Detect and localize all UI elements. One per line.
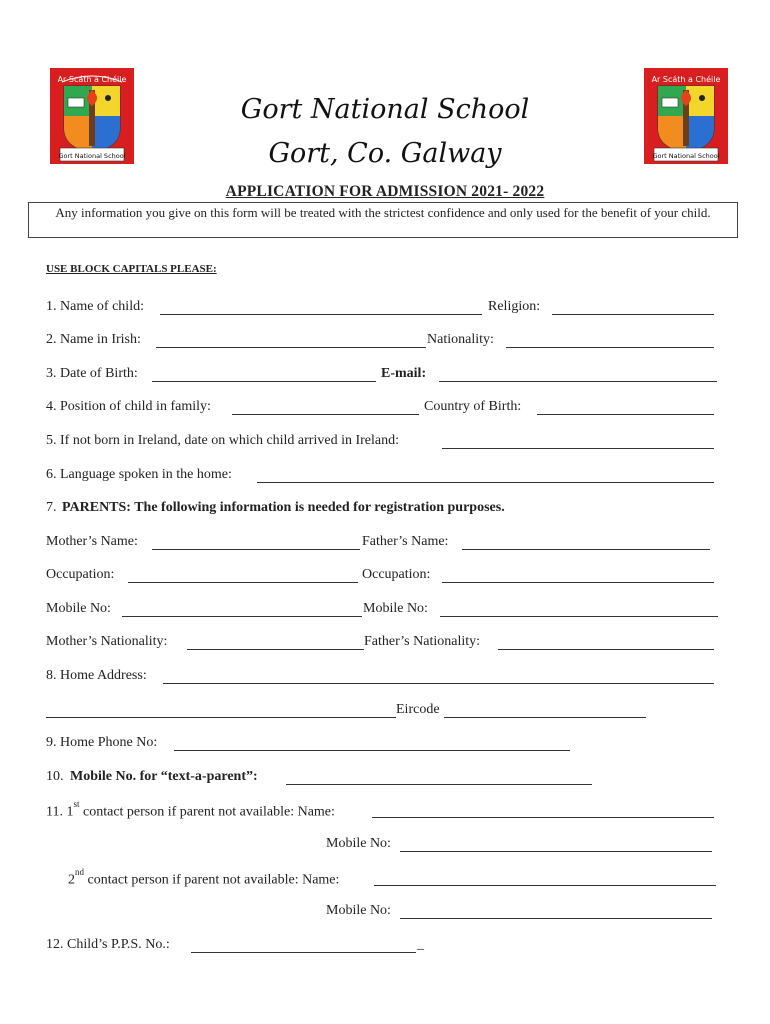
label-contact2: [68, 867, 340, 889]
home-address-line-2-field[interactable]: [46, 717, 396, 718]
home-phone-field[interactable]: [174, 750, 570, 751]
row-name-religion: [46, 299, 726, 319]
text-a-parent-number: 10.: [46, 769, 64, 784]
label-name-in-irish: 2. Name in Irish:: [46, 332, 141, 347]
label-name-of-child: 1. Name of child:: [46, 299, 144, 314]
school-crest-logo-right: [644, 68, 728, 164]
row-contact2-mobile: [46, 903, 726, 923]
contact2-text: contact person if parent not available: Name:: [84, 872, 340, 888]
logo-motto: Ar Scáth a Chéile: [57, 75, 127, 84]
contact1-name-field[interactable]: [372, 817, 714, 818]
contact1-text: contact person if parent not available: Name:: [79, 804, 335, 820]
label-country-of-birth: Country of Birth:: [424, 399, 522, 414]
country-of-birth-field[interactable]: [537, 414, 714, 415]
logo-motto: Ar Scáth a Chéile: [651, 75, 721, 84]
row-position-country: [46, 399, 726, 419]
row-home-phone: [46, 735, 726, 755]
row-arrival-date: [46, 433, 726, 453]
school-title: [180, 88, 590, 176]
label-home-address: 8. Home Address:: [46, 668, 147, 683]
label-pps-number: 12. Child’s P.P.S. No.:: [46, 937, 170, 952]
row-parent-names: [46, 534, 726, 554]
school-name: Gort National School: [240, 94, 530, 125]
parents-section-number: 7.: [46, 500, 57, 515]
school-crest-logo-left: [50, 68, 134, 164]
mother-mobile-field[interactable]: [122, 616, 362, 617]
name-in-irish-field[interactable]: [156, 347, 426, 348]
block-capitals-instruction: USE BLOCK CAPITALS PLEASE:: [46, 263, 217, 275]
row-parent-nationalities: [46, 634, 726, 654]
contact2-superscript: nd: [75, 867, 84, 877]
row-contact1-name: [46, 799, 726, 822]
row-dob-email: [46, 366, 726, 386]
eircode-field[interactable]: [444, 717, 646, 718]
label-mothers-nationality: Mother’s Nationality:: [46, 634, 168, 649]
row-pps: [46, 937, 726, 957]
row-language: [46, 467, 726, 487]
contact1-mobile-field[interactable]: [400, 851, 712, 852]
home-address-field[interactable]: [163, 683, 714, 684]
label-date-of-birth: 3. Date of Birth:: [46, 366, 138, 381]
nationality-field[interactable]: [506, 347, 714, 348]
position-in-family-field[interactable]: [232, 414, 419, 415]
label-position-in-family: 4. Position of child in family:: [46, 399, 211, 414]
row-occupations: [46, 567, 726, 587]
label-fathers-name: Father’s Name:: [362, 534, 449, 549]
fathers-nationality-field[interactable]: [498, 649, 714, 650]
label-arrival-date: 5. If not born in Ireland, date on which child arrived in Ireland:: [46, 433, 399, 448]
religion-field[interactable]: [552, 314, 714, 315]
label-contact1: [46, 799, 335, 821]
form-title: APPLICATION FOR ADMISSION 2021- 2022: [225, 183, 545, 200]
label-fathers-nationality: Father’s Nationality:: [364, 634, 480, 649]
text-a-parent-field[interactable]: [286, 784, 592, 785]
label-religion: Religion:: [488, 299, 541, 314]
label-contact2-mobile: Mobile No:: [326, 903, 391, 918]
row-home-address: [46, 668, 726, 688]
logo-name: Gort National School: [652, 152, 720, 160]
label-contact1-mobile: Mobile No:: [326, 836, 391, 851]
contact2-name-field[interactable]: [374, 885, 716, 886]
row-contact1-mobile: [46, 836, 726, 856]
row-parent-mobiles: [46, 601, 726, 621]
label-nationality: Nationality:: [427, 332, 494, 347]
pps-trailing-underscore: _: [417, 937, 424, 952]
parents-section-heading: PARENTS: The following information is needed for registration purposes.: [62, 500, 505, 515]
fathers-name-field[interactable]: [462, 549, 710, 550]
mothers-name-field[interactable]: [152, 549, 360, 550]
language-field[interactable]: [257, 482, 714, 483]
father-occupation-field[interactable]: [442, 582, 714, 583]
confidentiality-notice: Any information you give on this form will be treated with the strictest confidence and only used for the benefit of your child.: [28, 202, 738, 238]
label-text-a-parent: Mobile No. for “text-a-parent”:: [70, 769, 258, 784]
contact1-number: 11. 1: [46, 804, 74, 820]
label-eircode: Eircode: [396, 702, 440, 717]
label-mother-mobile: Mobile No:: [46, 601, 111, 616]
arrival-date-field[interactable]: [442, 448, 714, 449]
contact2-number: 2: [68, 872, 75, 888]
date-of-birth-field[interactable]: [152, 381, 376, 382]
contact1-superscript: st: [73, 799, 80, 809]
row-parents-heading: [46, 500, 726, 520]
label-mothers-name: Mother’s Name:: [46, 534, 138, 549]
row-text-a-parent: [46, 769, 726, 789]
row-address-eircode: [46, 702, 726, 722]
contact2-mobile-field[interactable]: [400, 918, 712, 919]
email-field[interactable]: [439, 381, 717, 382]
label-father-mobile: Mobile No:: [363, 601, 428, 616]
mother-occupation-field[interactable]: [128, 582, 358, 583]
label-language: 6. Language spoken in the home:: [46, 467, 232, 482]
label-mother-occupation: Occupation:: [46, 567, 115, 582]
label-father-occupation: Occupation:: [362, 567, 431, 582]
label-email: E-mail:: [381, 366, 427, 381]
father-mobile-field[interactable]: [440, 616, 718, 617]
pps-number-field[interactable]: [191, 952, 416, 953]
school-location: Gort, Co. Galway: [268, 138, 502, 169]
label-home-phone: 9. Home Phone No:: [46, 735, 158, 750]
name-of-child-field[interactable]: [160, 314, 482, 315]
row-contact2-name: [46, 867, 726, 890]
mothers-nationality-field[interactable]: [187, 649, 364, 650]
logo-name: Gort National School: [58, 152, 126, 160]
row-irish-nationality: [46, 332, 726, 352]
